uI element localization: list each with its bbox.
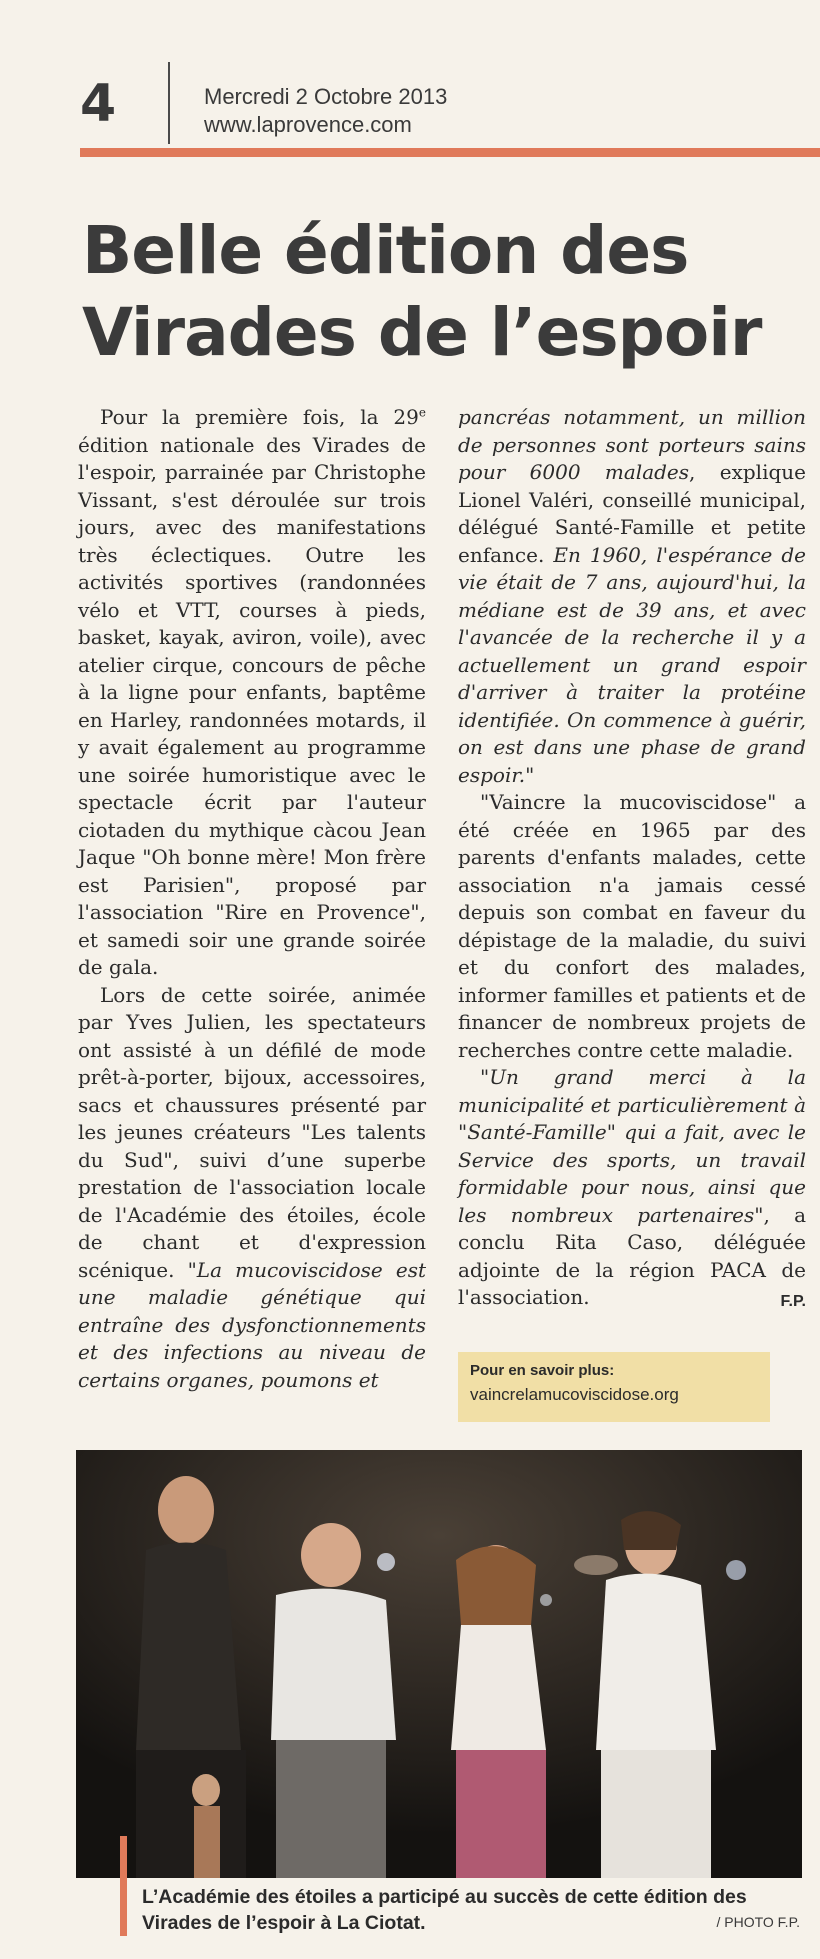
article-column-right: [458, 404, 806, 1316]
header-divider: [168, 62, 170, 144]
article-headline: Belle édition des Virades de l’espoir: [82, 212, 762, 371]
text-run: , explique Lionel Valéri, conseillé municipal, délégué Santé-Famille et petite enfance.: [458, 460, 806, 567]
more-info-link[interactable]: vaincrelamucoviscidose.org: [470, 1385, 679, 1404]
photo-credit: / PHOTO F.P.: [716, 1914, 800, 1930]
article-photo: [76, 1450, 802, 1878]
text-run: Pour la première fois, la 29: [100, 405, 419, 429]
photo-caption: L’Académie des étoiles a participé au succès de cette édition des Virades de l’espoir à La Ciotat.: [142, 1886, 747, 1934]
article-paragraph: [78, 982, 426, 1395]
caption-accent-bar: [120, 1836, 127, 1936]
article-paragraph: [458, 404, 806, 789]
text-run: ": [480, 1065, 490, 1089]
text-run: ", a conclu Rita Caso, déléguée adjointe de la région PACA de l'association.: [458, 1202, 806, 1309]
publication-website: www.laprovence.com: [204, 112, 412, 137]
stage-performance-photo: [76, 1450, 802, 1878]
text-run: ": [525, 762, 535, 787]
quote-text: En 1960, l'espérance de vie était de 7 ans, aujourd'hui, la médiane est de 39 ans, et avec l'avancée de la recherche il y a actuellement un grand espoir d'arriver à traiter la protéine identifiée. On commence à guérir, on est dans une phase de grand espoir.: [458, 542, 806, 787]
article-column-left: [78, 404, 426, 1394]
text-run: édition nationale des Virades de l'espoir, parrainée par Christophe Vissant, s'est déroulée sur trois jours, avec des manifestations très éclectiques. Outre les activités sportives (randonnées vélo et VTT, courses à pieds, basket, kayak, aviron, voile), avec atelier cirque, concours de pêche à la ligne pour enfants, baptême en Harley, randonnées motards, il y avait également au programme une soirée humoristique avec le spectacle écrit par l'auteur ciotaden du mythique càcou Jean Jaque "Oh bonne mère! Mon frère est Parisien", proposé par l'association "Rire en Provence", et samedi soir une grande soirée de gala.: [78, 432, 426, 979]
article-paragraph: [78, 404, 426, 982]
quote-text: Un grand merci à la municipalité et particulièrement à "Santé-Famille" qui a fait, avec le Service des sports, un travail formidable pour nous, ainsi que les nombreux partenaires: [458, 1065, 806, 1227]
article-paragraph: [458, 1064, 806, 1312]
header-rule: [80, 148, 820, 157]
quote-text: La mucoviscidose est une maladie génétique qui entraîne des dysfonctionnements et des infections au niveau de certains organes, poumons et: [78, 1257, 426, 1392]
publication-date: Mercredi 2 Octobre 2013: [204, 84, 448, 109]
superscript: e: [418, 405, 426, 420]
quote-text: pancréas notamment, un million de personnes sont porteurs sains pour 6000 malades: [458, 405, 806, 484]
article-paragraph: "Vaincre la mucoviscidose" a été créée en 1965 par des parents d'enfants malades, cette association n'a jamais cessé depuis son combat en faveur du dépistage de la maladie, du suivi et du confort des malades, informer familles et patients et de financer de nombreux projets de recherches contre cette maladie.: [458, 790, 806, 1062]
more-info-label: Pour en savoir plus:: [470, 1362, 615, 1379]
page-number: 4: [80, 74, 117, 134]
text-run: Lors de cette soirée, animée par Yves Julien, les spectateurs ont assisté à un défilé de mode prêt-à-porter, bijoux, accessoires, sacs et chaussures présenté par les jeunes créateurs "Les talents du Sud", suivi d’une superbe prestation de l'association locale de l'Académie des étoiles, école de chant et d'expression scénique. ": [78, 982, 426, 1282]
more-info-box: [458, 1352, 770, 1422]
author-signature: F.P.: [780, 1293, 806, 1310]
